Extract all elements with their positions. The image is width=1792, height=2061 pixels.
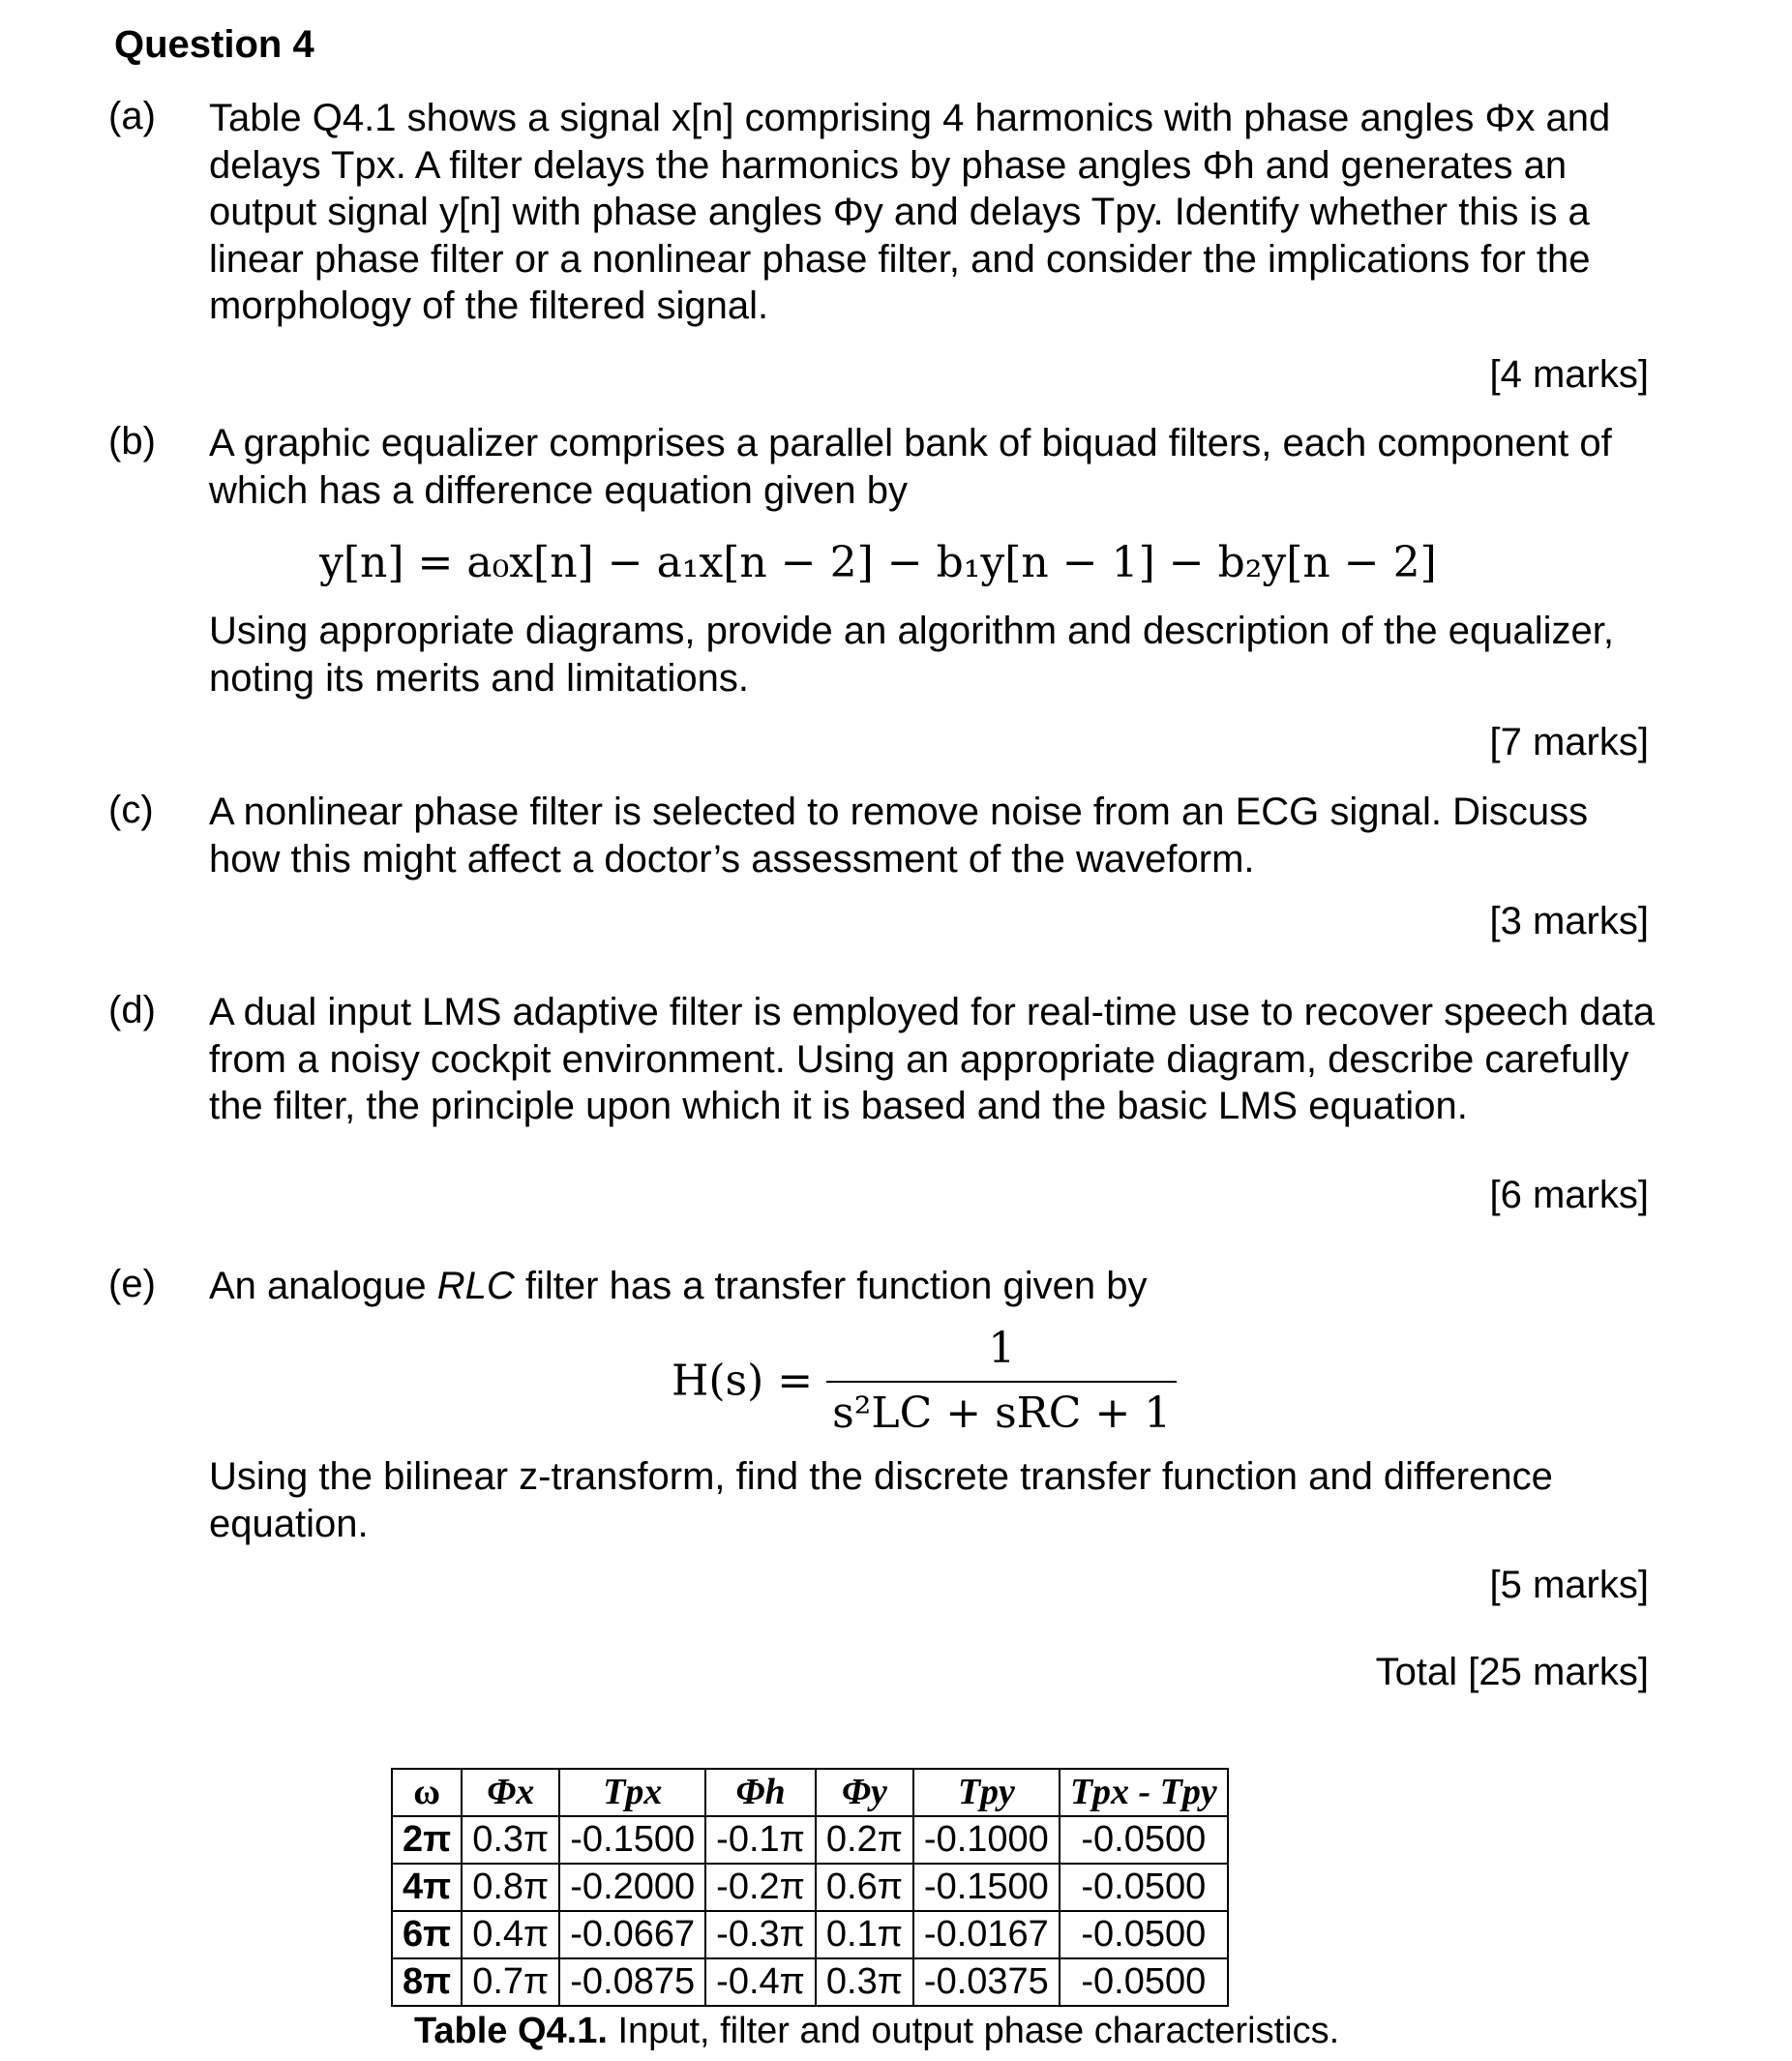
table-cell: -0.1π (705, 1816, 816, 1864)
table-cell: -0.1000 (913, 1816, 1060, 1864)
table-cell: 0.2π (816, 1816, 913, 1864)
table-cell: -0.0667 (559, 1911, 705, 1958)
part-e-text: An analogue RLC filter has a transfer function given by (209, 1265, 1148, 1307)
part-b-text: A graphic equalizer comprises a parallel bank of biquad filters, each component of which has a difference equation given by (209, 422, 1612, 512)
table-row (392, 1864, 1228, 1911)
header-tpx-minus-tpy: Tpx - Tpy (1060, 1769, 1228, 1816)
part-a-label: (a) (108, 95, 156, 137)
table-cell: 0.1π (816, 1911, 913, 1958)
table-cell: -0.0500 (1060, 1864, 1228, 1911)
table-cell: -0.4π (705, 1958, 816, 2006)
table-row (392, 1911, 1228, 1958)
table-cell: -0.0875 (559, 1958, 705, 2006)
table-caption-label: Table Q4.1. (414, 2011, 608, 2051)
table-cell: -0.2000 (559, 1864, 705, 1911)
table-cell: 0.8π (462, 1864, 559, 1911)
question-title: Question 4 (114, 23, 314, 66)
table-header-row (392, 1769, 1228, 1816)
table-cell: -0.0500 (1060, 1816, 1228, 1864)
header-omega: ω (392, 1769, 462, 1816)
equation-lhs: H(s) = (672, 1356, 814, 1406)
part-d-marks: [6 marks] (1489, 1174, 1649, 1216)
part-a-marks: [4 marks] (1489, 353, 1649, 396)
equation-fraction (826, 1324, 1177, 1438)
table-cell: -0.0500 (1060, 1958, 1228, 2006)
table-cell: -0.1500 (913, 1864, 1060, 1911)
part-c-label: (c) (108, 789, 154, 831)
transfer-function-equation (672, 1324, 1177, 1438)
header-phi-x: Φx (462, 1769, 559, 1816)
part-b-label: (b) (108, 420, 156, 463)
part-d-label: (d) (108, 989, 156, 1031)
table-cell: -0.0167 (913, 1911, 1060, 1958)
table-cell: 0.6π (816, 1864, 913, 1911)
equation-denominator: s²LC + sRC + 1 (826, 1381, 1177, 1438)
table-cell: -0.2π (705, 1864, 816, 1911)
table-cell: 0.3π (816, 1958, 913, 2006)
table-caption-text: Input, filter and output phase characteristics. (607, 2011, 1340, 2051)
total-marks: Total [25 marks] (1375, 1651, 1649, 1693)
table-row (392, 1958, 1228, 2006)
header-tpy: Tpy (913, 1769, 1060, 1816)
equation-numerator: 1 (988, 1324, 1016, 1373)
table-cell: 4π (392, 1864, 462, 1911)
table-cell: 0.3π (462, 1816, 559, 1864)
table-cell: -0.3π (705, 1911, 816, 1958)
table-cell: 0.4π (462, 1911, 559, 1958)
part-e-marks: [5 marks] (1489, 1564, 1649, 1606)
table-cell: 0.7π (462, 1958, 559, 2006)
part-b-marks: [7 marks] (1489, 721, 1649, 763)
header-phi-y: Φy (816, 1769, 913, 1816)
part-a-text: Table Q4.1 shows a signal x[n] comprising 4 harmonics with phase angles Φx and delays Tpx. A filter delays the harmonics by phase angles Φh and generates an output signal y[n] with phase angles Φy and delays Tpy. Identify whether this is a linear phase filter or a nonlinear phase filter, and consider the implications for the morphology of the filtered signal. (209, 97, 1611, 327)
table-cell: 6π (392, 1911, 462, 1958)
table-cell: 2π (392, 1816, 462, 1864)
table-row (392, 1816, 1228, 1864)
part-c-marks: [3 marks] (1489, 900, 1649, 942)
table-cell: 8π (392, 1958, 462, 2006)
header-tpx: Tpx (559, 1769, 705, 1816)
part-e-label: (e) (108, 1263, 156, 1305)
phase-table (391, 1768, 1229, 2007)
part-b-equation: y[n] = a₀x[n] − a₁x[n − 2] − b₁y[n − 1] − b₂y[n − 2] (319, 538, 1437, 587)
table-caption (414, 2011, 1339, 2052)
part-b-text2: Using appropriate diagrams, provide an algorithm and description of the equalizer, noting its merits and limitations. (209, 610, 1614, 700)
rlc-italic: RLC (436, 1265, 515, 1307)
header-phi-h: Φh (705, 1769, 816, 1816)
part-e-text2: Using the bilinear z-transform, find the discrete transfer function and difference equation. (209, 1455, 1553, 1545)
part-d-text: A dual input LMS adaptive filter is employed for real-time use to recover speech data from a noisy cockpit environment. Using an appropriate diagram, describe carefully the filter, the principle upon which it is based and the basic LMS equation. (209, 991, 1656, 1127)
table-cell: -0.0500 (1060, 1911, 1228, 1958)
table-cell: -0.1500 (559, 1816, 705, 1864)
part-c-text: A nonlinear phase filter is selected to remove noise from an ECG signal. Discuss how this might affect a doctor’s assessment of the waveform. (209, 791, 1589, 881)
table-cell: -0.0375 (913, 1958, 1060, 2006)
